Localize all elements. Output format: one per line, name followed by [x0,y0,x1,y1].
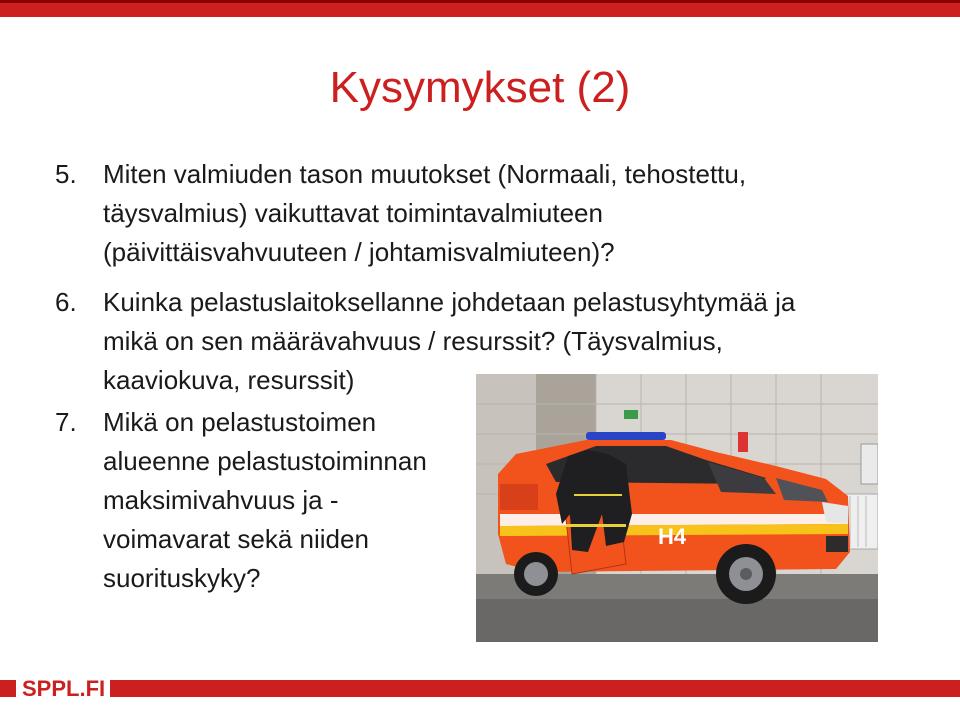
footer-left-stripe [0,680,16,697]
footer-right-stripe [110,680,960,697]
question-number: 6. [55,287,77,317]
question-line: (päivittäisvahvuuteen / johtamisvalmiuteen)? [103,237,615,267]
question-line: suorituskyky? [103,563,261,593]
sppl-logo: SPPL.FI [22,676,106,701]
question-line: Miten valmiuden tason muutokset (Normaali, tehostettu, [103,159,747,189]
question-line: maksimivahvuus ja - [103,485,339,515]
question-line: kaaviokuva, resurssit) [103,365,355,395]
question-line: Kuinka pelastuslaitoksellanne johdetaan pelastusyhtymää ja [103,287,796,317]
rescue-vehicle-photo [476,374,878,642]
question-line: täysvalmius) vaikuttavat toimintavalmiuteen [103,198,603,228]
footer [0,672,960,706]
question-line: alueenne pelastustoiminnan [103,446,427,476]
question-number: 7. [55,407,77,437]
question-line: mikä on sen määrävahvuus / resurssit? (Täysvalmius, [103,326,723,356]
question-5 [55,155,915,272]
question-number: 5. [55,159,77,189]
question-7 [55,403,475,598]
question-line: Mikä on pelastustoimen [103,407,377,437]
slide-title: Kysymykset (2) [329,63,631,112]
vehicle-number-text: H4 [658,524,687,549]
top-accent-bar [0,0,960,17]
top-red-stripe [0,3,960,17]
question-line: voimavarat sekä niiden [103,524,369,554]
